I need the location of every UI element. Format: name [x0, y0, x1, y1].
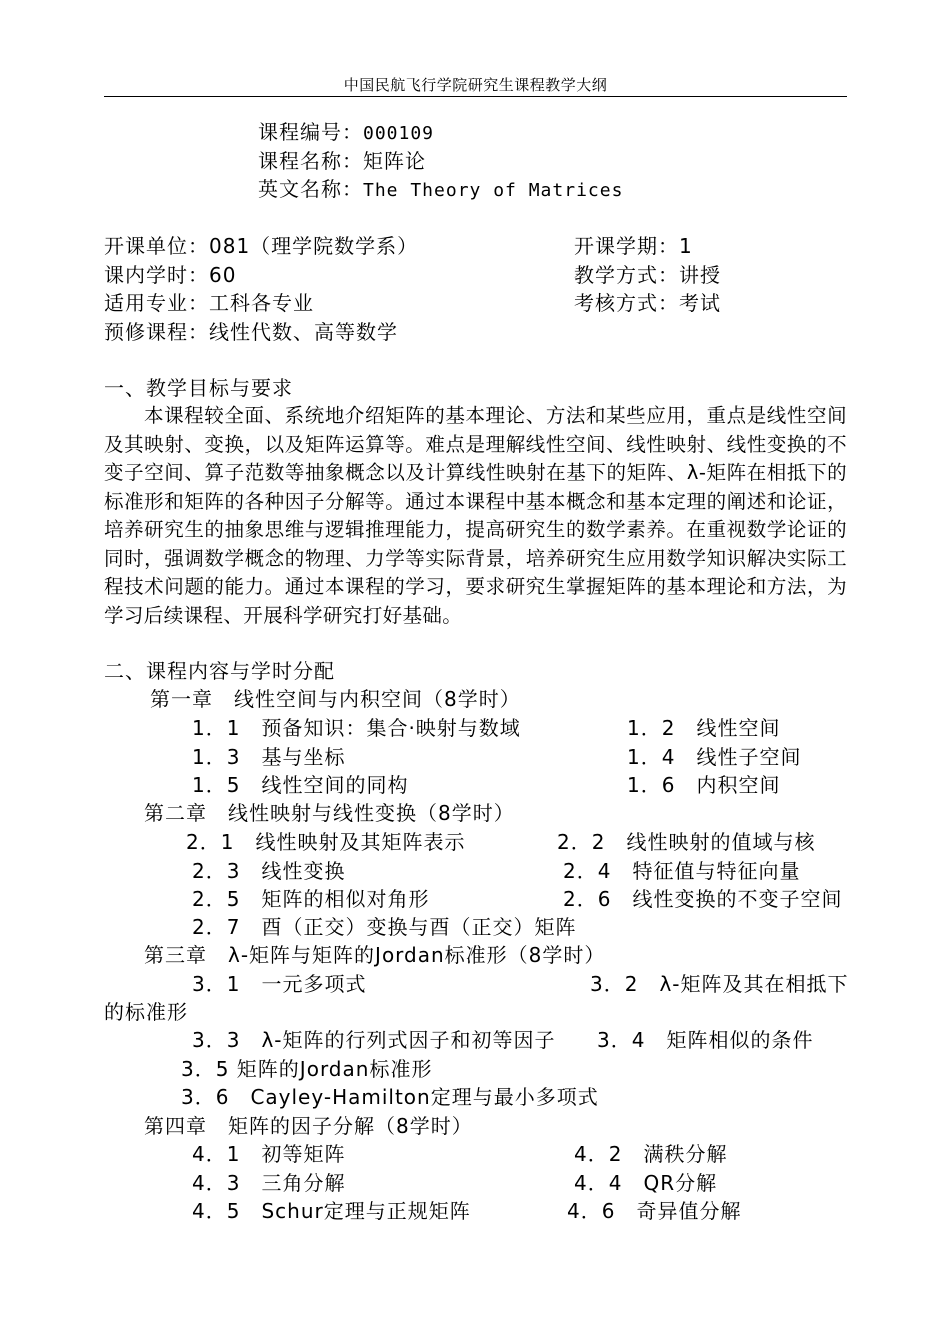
method-value: 讲授	[679, 263, 721, 287]
list-item: 3．5 矩阵的Jordan标准形	[181, 1057, 433, 1081]
list-item: 1．1 预备知识：集合·映射与数域	[192, 716, 521, 740]
list-item: 2．2 线性映射的值域与核	[557, 830, 816, 854]
method-line	[574, 261, 721, 289]
section1-body	[104, 402, 847, 630]
hours-value: 60	[209, 263, 237, 287]
section1-title: 一、教学目标与要求	[104, 376, 293, 400]
unit-value: 081（理学院数学系）	[209, 234, 419, 258]
list-item: 4．1 初等矩阵	[192, 1142, 346, 1166]
prereq-value: 线性代数、高等数学	[209, 320, 398, 344]
list-item: 4．3 三角分解	[192, 1171, 346, 1195]
list-item: 4．5 Schur定理与正规矩阵	[192, 1199, 471, 1223]
list-item: 2．4 特征值与特征向量	[563, 859, 801, 883]
course-code-label: 课程编号：	[258, 120, 363, 144]
course-name-label: 课程名称：	[258, 149, 363, 173]
list-item: 2．7 酉（正交）变换与酉（正交）矩阵	[192, 915, 577, 939]
prereq-label: 预修课程：	[104, 320, 209, 344]
term-value: 1	[679, 234, 693, 258]
course-code-line	[258, 118, 434, 148]
hours-line	[104, 261, 236, 289]
exam-label: 考核方式：	[574, 291, 679, 315]
prereq-line	[104, 318, 398, 346]
major-line	[104, 289, 314, 317]
course-en-name: The Theory of Matrices	[363, 180, 624, 201]
section1-paragraph: 本课程较全面、系统地介绍矩阵的基本理论、方法和某些应用，重点是线性空间及其映射、变换，以及矩阵运算等。难点是理解线性空间、线性映射、线性变换的不变子空间、算子范数等抽象概念以及计算线性映射在基下的矩阵、λ-矩阵在相抵下的标准形和矩阵的各种因子分解等。通过本课程中基本概念和基本定理的阐述和论证，培养研究生的抽象思维与逻辑推理能力，提高研究生的数学素养。在重视数学论证的同时，强调数学概念的物理、力学等实际背景，培养研究生应用数学知识解决实际工程技术问题的能力。通过本课程的学习，要求研究生掌握矩阵的基本理论和方法，为学习后续课程、开展科学研究打好基础。	[104, 404, 847, 627]
term-line	[574, 232, 693, 260]
chapter2-title: 第二章 线性映射与线性变换（8学时）	[144, 801, 515, 825]
course-en-line	[258, 175, 623, 205]
header-rule	[104, 96, 847, 97]
list-item: 3．6 Cayley-Hamilton定理与最小多项式	[181, 1085, 599, 1109]
hours-label: 课内学时：	[104, 263, 209, 287]
list-item: 2．3 线性变换	[192, 859, 346, 883]
list-item: 1．5 线性空间的同构	[192, 773, 409, 797]
list-item: 3．4 矩阵相似的条件	[597, 1028, 814, 1052]
major-label: 适用专业：	[104, 291, 209, 315]
list-item: 4．6 奇异值分解	[567, 1199, 742, 1223]
unit-label: 开课单位：	[104, 234, 209, 258]
list-item: 2．1 线性映射及其矩阵表示	[186, 830, 466, 854]
course-code: 000109	[363, 123, 435, 144]
list-item: 3．3 λ-矩阵的行列式因子和初等因子	[192, 1028, 556, 1052]
list-item: 1．3 基与坐标	[192, 745, 346, 769]
chapter1-title: 第一章 线性空间与内积空间（8学时）	[150, 687, 521, 711]
section2-title: 二、课程内容与学时分配	[104, 659, 335, 683]
course-name: 矩阵论	[363, 149, 426, 173]
major-value: 工科各专业	[209, 291, 314, 315]
list-item: 1．2 线性空间	[627, 716, 781, 740]
page-header: 中国民航飞行学院研究生课程教学大纲	[343, 76, 608, 94]
course-name-line	[258, 147, 426, 175]
list-item-continuation: 的标准形	[104, 1000, 188, 1024]
unit-line	[104, 232, 418, 260]
method-label: 教学方式：	[574, 263, 679, 287]
list-item: 3．2 λ-矩阵及其在相抵下	[590, 972, 849, 996]
term-label: 开课学期：	[574, 234, 679, 258]
list-item: 2．6 线性变换的不变子空间	[563, 887, 843, 911]
course-en-label: 英文名称：	[258, 177, 363, 201]
list-item: 1．4 线性子空间	[627, 745, 802, 769]
list-item: 4．2 满秩分解	[574, 1142, 728, 1166]
list-item: 2．5 矩阵的相似对角形	[192, 887, 430, 911]
list-item: 4．4 QR分解	[574, 1171, 718, 1195]
chapter3-title: 第三章 λ-矩阵与矩阵的Jordan标准形（8学时）	[144, 943, 606, 967]
exam-value: 考试	[679, 291, 721, 315]
exam-line	[574, 289, 721, 317]
list-item: 1．6 内积空间	[627, 773, 781, 797]
list-item: 3．1 一元多项式	[192, 972, 367, 996]
chapter4-title: 第四章 矩阵的因子分解（8学时）	[144, 1114, 473, 1138]
